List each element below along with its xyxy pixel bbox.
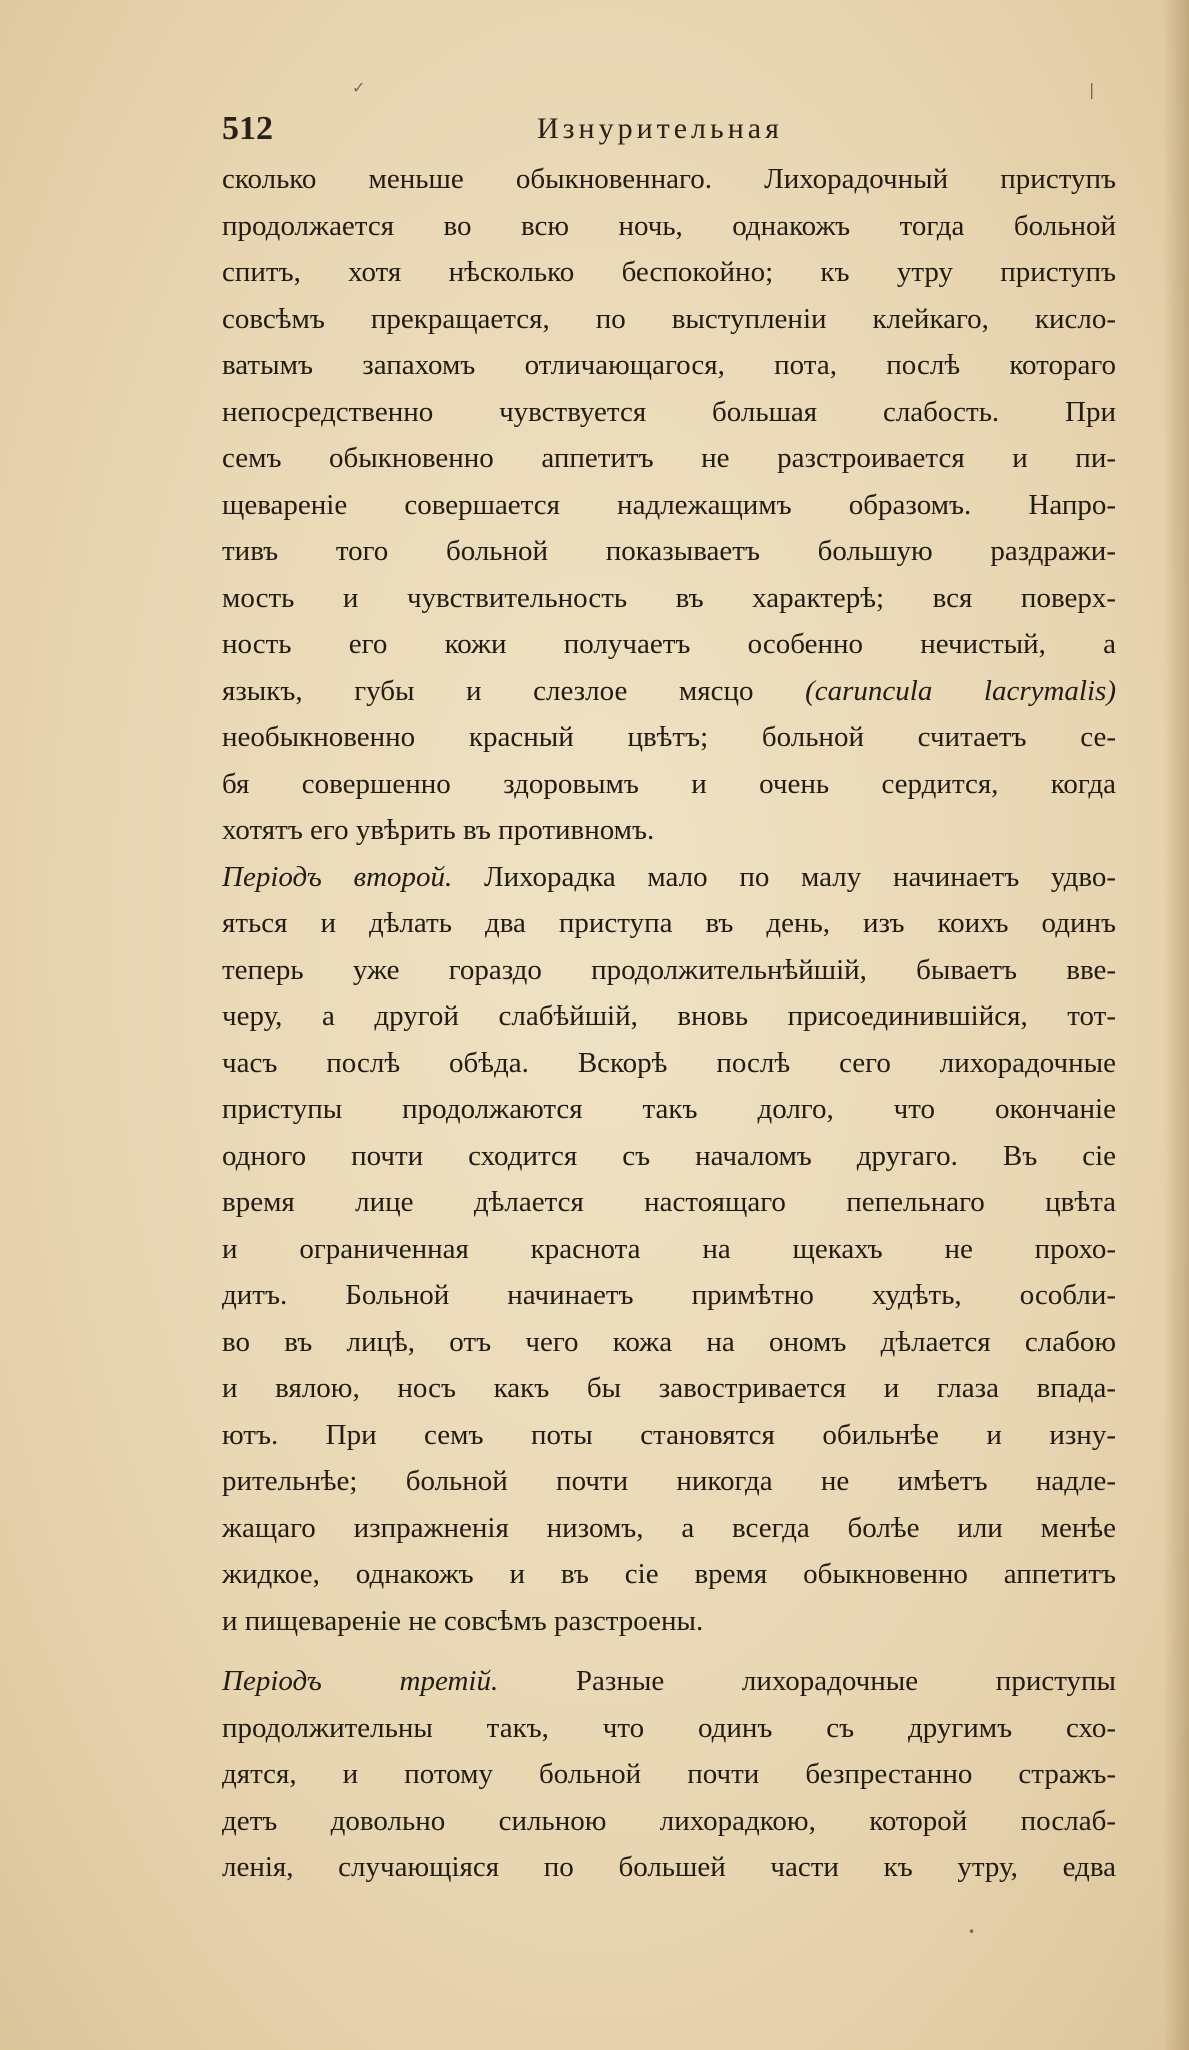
text-line: яться и дѣлать два приступа въ день, изъ коихъ одинъ [222, 907, 1116, 939]
text-line: сколько меньше обыкновеннаго. Лихорадочный приступъ [222, 163, 1116, 195]
text-line: совсѣмъ прекращается, по выступленіи клейкаго, кисло- [222, 302, 1116, 335]
text-line: семъ обыкновенно аппетитъ не разстроивается и пи- [222, 442, 1116, 474]
text-line: приступы продолжаются такъ долго, что окончаніе [222, 1093, 1116, 1125]
text-run: Разные лихорадочные приступы [498, 1665, 1116, 1697]
text-run: языкъ, губы и слезлое мясцо [222, 674, 806, 707]
text-line: черу, а другой слабѣйшій, вновь присоединившійся, тот- [222, 1000, 1116, 1032]
stray-mark: | [1089, 80, 1095, 99]
text-line: детъ довольно сильною лихорадкою, которой послаб- [222, 1804, 1116, 1837]
text-line: ютъ. При семъ поты становятся обильнѣе и изну- [222, 1418, 1116, 1451]
text-line [222, 668, 1116, 715]
section-lead: Періодъ второй. [222, 860, 453, 893]
text-line: бя совершенно здоровымъ и очень сердится, когда [222, 767, 1116, 800]
text-line: ность его кожи получаетъ особенно нечистый, а [222, 628, 1116, 660]
text-line: щевареніе совершается надлежащимъ образомъ. Напро- [222, 488, 1116, 521]
page-edge-shadow [1163, 0, 1189, 2050]
text-line: непосредственно чувствуется большая слабость. При [222, 395, 1116, 428]
text-line: одного почти сходится съ началомъ другаго. Въ сіе [222, 1139, 1116, 1172]
section-lead: Періодъ третій. [222, 1665, 499, 1697]
page-number: 512 [222, 110, 273, 147]
text-line [222, 854, 1116, 901]
text-line: и пищевареніе не совсѣмъ разстроены. [222, 1604, 704, 1637]
text-line: продолжается во всю ночь, однакожъ тогда больной [222, 209, 1116, 242]
text-line: мость и чувствительность въ характерѣ; вся поверх- [222, 581, 1116, 614]
text-line: спитъ, хотя нѣсколько беспокойно; къ утру приступъ [222, 256, 1116, 288]
text-line: продолжительны такъ, что одинъ съ другимъ схо- [222, 1711, 1116, 1744]
text-line: дятся, и потому больной почти безпрестанно стражъ- [222, 1758, 1116, 1790]
paragraph-gap [222, 1644, 1116, 1658]
text-line: время лице дѣлается настоящаго пепельнаго цвѣта [222, 1186, 1116, 1218]
text-line: дитъ. Больной начинаетъ примѣтно худѣть, особли- [222, 1279, 1116, 1311]
stray-mark: • [968, 1925, 976, 1939]
text-line: ватымъ запахомъ отличающагося, пота, послѣ котораго [222, 349, 1116, 381]
text-line: жащаго изпражненія низомъ, а всегда болѣе или менѣе [222, 1511, 1116, 1544]
text-line: и ограниченная краснота на щекахъ не прохо- [222, 1232, 1116, 1265]
latin-term: (caruncula lacrymalis) [805, 674, 1116, 707]
text-line: теперь уже гораздо продолжительнѣйшій, бываетъ вве- [222, 953, 1116, 986]
text-line: ленія, случающіяся по большей части къ утру, едва [222, 1851, 1116, 1883]
text-line: и вялою, носъ какъ бы завостривается и глаза впада- [222, 1372, 1116, 1404]
text-run: Лихорадка мало по малу начинаетъ удво- [452, 860, 1116, 893]
text-line: тивъ того больной показываетъ большую раздражи- [222, 535, 1116, 567]
stray-mark: ✓ [352, 78, 366, 97]
text-line [222, 1658, 1116, 1705]
text-line: хотятъ его увѣрить въ противномъ. [222, 814, 655, 846]
text-line: во въ лицѣ, отъ чего кожа на ономъ дѣлается слабою [222, 1325, 1116, 1358]
text-line: жидкое, однакожъ и въ сіе время обыкновенно аппетитъ [222, 1558, 1116, 1590]
page-header [222, 110, 862, 150]
text-line: необыкновенно красный цвѣтъ; больной считаетъ се- [222, 721, 1116, 753]
body-text [222, 156, 1116, 1891]
text-line: рительнѣе; больной почти никогда не имѣетъ надле- [222, 1465, 1116, 1497]
text-line: часъ послѣ обѣда. Вскорѣ послѣ сего лихорадочные [222, 1046, 1116, 1079]
running-title: Изнурительная [537, 112, 783, 145]
